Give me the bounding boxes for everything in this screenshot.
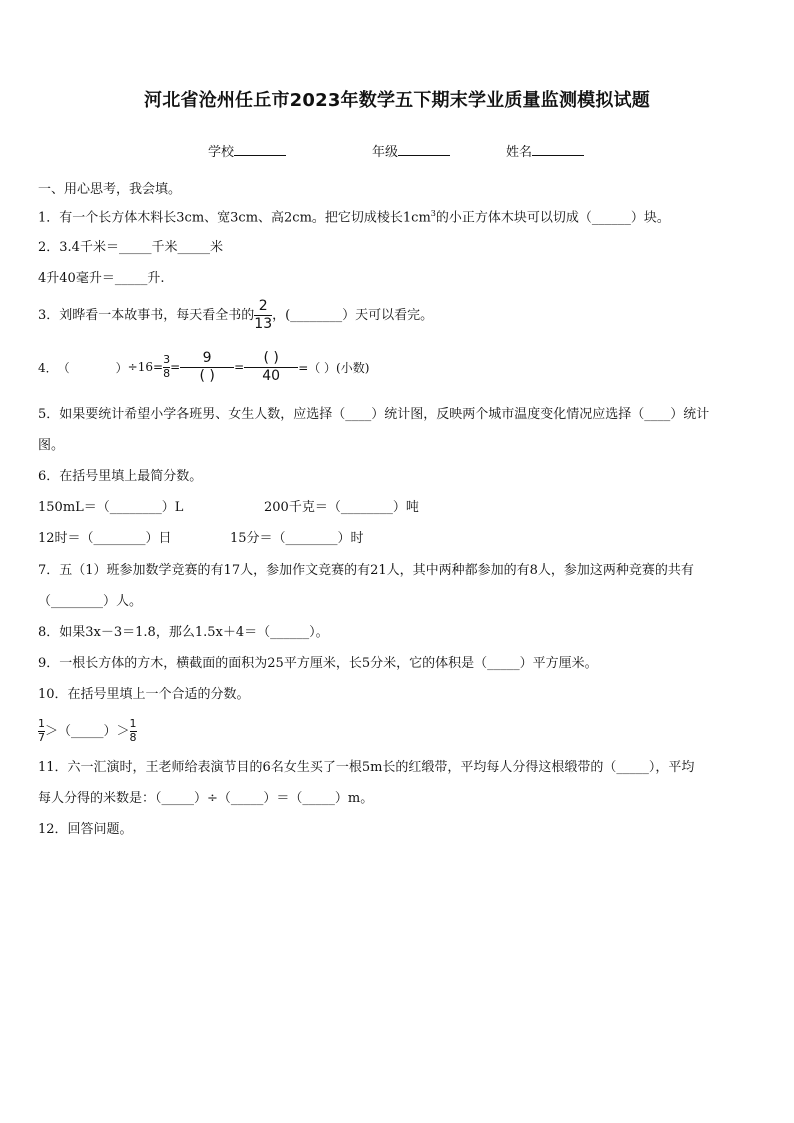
question-2a: 2．3.4千米＝_____千米_____米 xyxy=(38,240,223,255)
question-4: 4． （ ） ÷16= $\frac{3}{8}$ = $\frac{9}{( )}$ = $\frac{( )}{40}$ =（ ）(小数) xyxy=(38,350,370,384)
name-field xyxy=(506,141,584,160)
page-title: 河北省沧州任丘市2023年数学五下期末学业质量监测模拟试题 xyxy=(144,90,650,111)
question-6a-right: 200千克＝（________）吨 xyxy=(264,500,419,515)
school-blank[interactable] xyxy=(234,141,286,156)
question-9: 9．一根长方体的方木，横截面的面积为25平方厘米，长5分米，它的体积是（_____）平方厘米。 xyxy=(38,656,598,671)
question-6: 6．在括号里填上最简分数。 xyxy=(38,469,203,484)
question-10-expression: $\frac{1}{7}$ ＞（_____）＞ $\frac{1}{8}$ xyxy=(38,716,137,744)
section-heading: 一、用心思考，我会填。 xyxy=(38,182,182,197)
name-blank[interactable] xyxy=(532,141,584,156)
question-11a: 11．六一汇演时，王老师给表演节目的6名女生买了一根5m长的红缎带，平均每人分得这根缎带的（_____），平均 xyxy=(38,760,695,775)
question-11b: 每人分得的米数是：（_____）÷（_____）＝（_____）m。 xyxy=(38,791,374,806)
school-field xyxy=(208,141,286,160)
fraction-blank-40: $\frac{( )}{40}$ xyxy=(244,350,298,383)
fraction-3-8: $\frac{3}{8}$ xyxy=(163,352,171,380)
fraction-2-13: $\frac{2}{13}$ xyxy=(254,298,273,332)
question-6b-right: 15分＝（________）时 xyxy=(230,531,364,546)
question-3: 3．刘晔看一本故事书，每天看全书的 $\frac{2}{13}$ ，(________）天可以看完。 xyxy=(38,298,434,332)
question-7b: （________）人。 xyxy=(38,594,143,609)
question-6b-left: 12时＝（________）日 xyxy=(38,531,172,546)
question-5a: 5．如果要统计希望小学各班男、女生人数，应选择（____）统计图，反映两个城市温度变化情况应选择（____）统计 xyxy=(38,407,710,422)
grade-blank[interactable] xyxy=(398,141,450,156)
question-2b: 4升40毫升＝_____升. xyxy=(38,271,165,286)
school-label: 学校 xyxy=(208,145,235,160)
grade-label: 年级 xyxy=(372,145,399,160)
question-12: 12．回答问题。 xyxy=(38,822,133,837)
question-6a-left: 150mL＝（________）L xyxy=(38,500,184,515)
grade-field xyxy=(372,141,450,160)
fraction-1-8: $\frac{1}{8}$ xyxy=(129,716,137,744)
question-7a: 7．五（1）班参加数学竞赛的有17人，参加作文竞赛的有21人，其中两种都参加的有8人，参加这两种竞赛的共有 xyxy=(38,563,694,578)
question-5b: 图。 xyxy=(38,438,65,453)
question-10: 10．在括号里填上一个合适的分数。 xyxy=(38,687,250,702)
fraction-1-7: $\frac{1}{7}$ xyxy=(38,716,45,744)
fraction-9-blank: $\frac{9}{( )}$ xyxy=(180,350,234,383)
question-8: 8．如果3x－3＝1.8，那么1.5x＋4＝（______）。 xyxy=(38,625,329,640)
name-label: 姓名 xyxy=(506,145,533,160)
question-1: 1．有一个长方体木料长3cm、宽3cm、高2cm。把它切成棱长$1cm^3$的小正方体木块可以切成（______）块。 xyxy=(38,209,670,226)
